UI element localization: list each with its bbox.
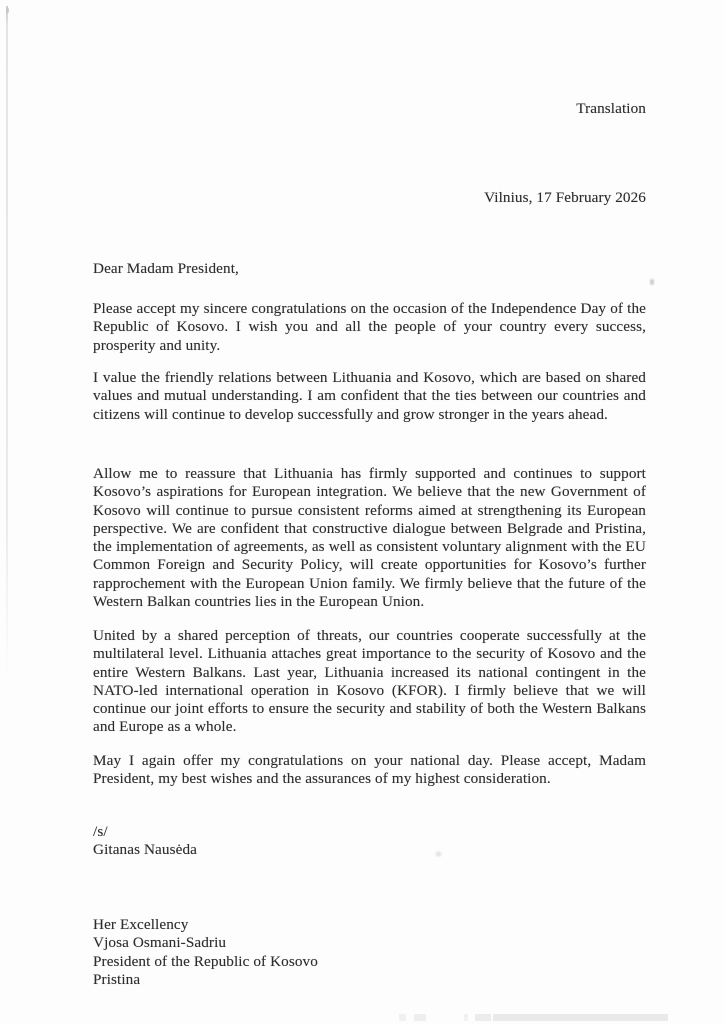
scan-artifact-speck bbox=[6, 8, 9, 13]
recipient-line-city: Pristina bbox=[93, 970, 141, 988]
salutation: Dear Madam President, bbox=[93, 260, 239, 277]
scan-artifact-bottom-bar-segment bbox=[399, 1014, 406, 1021]
recipient-address-block bbox=[93, 916, 646, 989]
recipient-line-name: Vjosa Osmani-Sadriu bbox=[93, 934, 227, 952]
signature-block bbox=[93, 823, 646, 860]
signature-mark: /s/ bbox=[93, 823, 108, 840]
dateline: Vilnius, 17 February 2026 bbox=[484, 189, 646, 206]
signatory-name: Gitanas Nausėda bbox=[93, 841, 197, 859]
body-paragraph: Please accept my sincere congratulations on the occasion of the Independence Day of the Republic of Kosovo. I wish you and all the people of your country every success, prosperity and unity. bbox=[93, 300, 646, 354]
recipient-line-title: President of the Republic of Kosovo bbox=[93, 952, 318, 970]
body-paragraph: I value the friendly relations between Lithuania and Kosovo, which are based on shared values and mutual understanding. I am confident that the ties between our countries and citizens will continue to develop successfully and grow stronger in the years ahead. bbox=[93, 369, 646, 423]
body-paragraph: May I again offer my congratulations on your national day. Please accept, Madam President, my best wishes and the assurances of my highest consideration. bbox=[93, 752, 646, 788]
scan-artifact-bottom-bar-segment bbox=[414, 1014, 426, 1021]
body-paragraph: United by a shared perception of threats, our countries cooperate successfully at the multilateral level. Lithuania attaches great importance to the security of Kosovo and the entire Western Balkans. Last year, Lithuania increased its national contingent in the NATO-led international operation in Kosovo (KFOR). I firmly believe that we will continue our joint efforts to ensure the security and stability of both the Western Balkans and Europe as a whole. bbox=[93, 627, 646, 736]
translation-label: Translation bbox=[576, 100, 646, 117]
recipient-line-honorific: Her Excellency bbox=[93, 916, 189, 933]
scan-artifact-left-edge-line bbox=[6, 6, 8, 682]
body-paragraph: Allow me to reassure that Lithuania has firmly supported and continues to support Kosovo’s aspirations for European integration. We believe that the new Government of Kosovo will continue to pursue consistent reforms aimed at strengthening its European perspective. We are confident that constructive dialogue between Belgrade and Pristina, the implementation of agreements, as well as consistent voluntary alignment with the EU Common Foreign and Security Policy, will create opportunities for Kosovo’s further rapprochement with the European Union family. We firmly believe that the future of the Western Balkan countries lies in the European Union. bbox=[93, 465, 646, 611]
scan-artifact-bottom-bar bbox=[493, 1014, 668, 1021]
scan-artifact-bottom-bar-segment bbox=[464, 1014, 468, 1021]
scan-artifact-speck bbox=[650, 279, 654, 285]
scan-artifact-bottom-bar-segment bbox=[475, 1014, 491, 1021]
